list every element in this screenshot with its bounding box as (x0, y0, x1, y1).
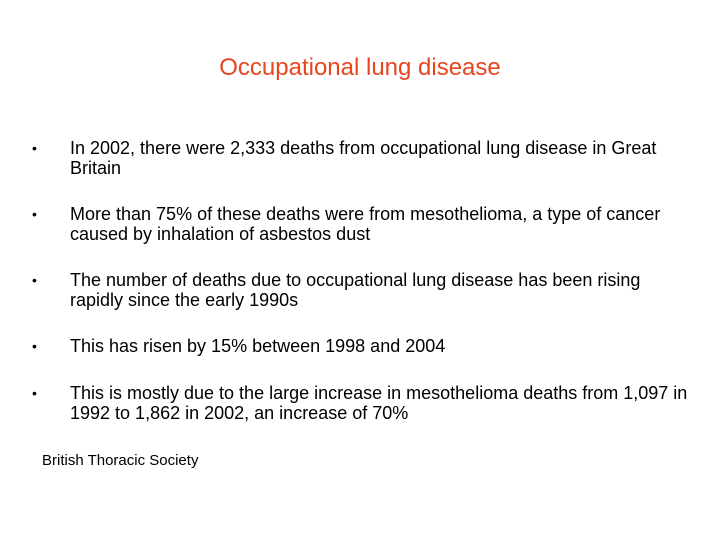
bullet-item (32, 138, 692, 178)
bullet-glyph: • (32, 338, 37, 354)
slide-title: Occupational lung disease (219, 54, 501, 81)
source-credit: British Thoracic Society (42, 452, 199, 469)
bullet-item (32, 336, 692, 356)
bullet-text: In 2002, there were 2,333 deaths from occupational lung disease in Great Britain (70, 138, 657, 178)
bullet-glyph: • (32, 206, 37, 222)
bullet-text: More than 75% of these deaths were from mesothelioma, a type of cancer caused by inhalation of asbestos dust (70, 204, 661, 244)
bullet-glyph: • (32, 385, 37, 401)
bullet-text: This is mostly due to the large increase in mesothelioma deaths from 1,097 in 1992 to 1,862 in 2002, an increase of 70% (70, 383, 688, 423)
bullet-text: This has risen by 15% between 1998 and 2004 (70, 336, 446, 356)
bullet-text: The number of deaths due to occupational lung disease has been rising rapidly since the early 1990s (70, 270, 641, 310)
bullet-glyph: • (32, 272, 37, 288)
bullet-item (32, 383, 692, 423)
bullet-list (32, 138, 692, 449)
bullet-item (32, 204, 692, 244)
bullet-glyph: • (32, 140, 37, 156)
bullet-item (32, 270, 692, 310)
